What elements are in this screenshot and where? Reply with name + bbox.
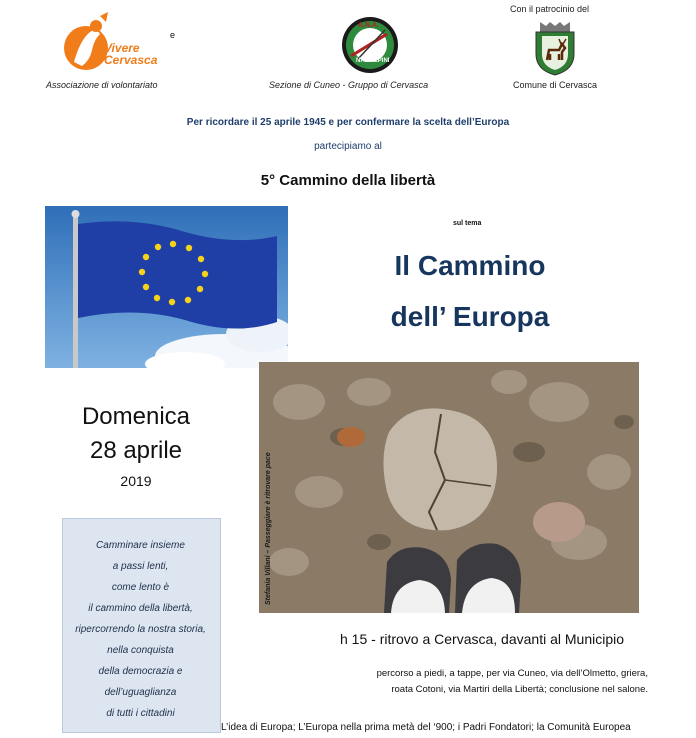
eu-flag-photo [45, 206, 288, 368]
poem-line-4: il cammino della libertà, [88, 603, 193, 614]
cervasca-coat-of-arms [532, 20, 578, 76]
coat-of-arms-icon [532, 20, 578, 76]
path-stones-image [259, 362, 639, 613]
route-line-1: percorso a piedi, a tappe, per via Cuneo, via dell’Olmetto, griera, [376, 668, 648, 679]
theme-label: sul tema [453, 220, 482, 227]
poem-line-9: di tutti i cittadini [106, 708, 175, 719]
route-line-2: roata Cotoni, via Martiri della Libertà; conclusione nel salone. [391, 684, 648, 695]
photo-credit: Stefania Villani – Passeggiare è ritrovare pace [265, 452, 272, 605]
poem-line-5: ripercorrendo la nostra storia, [75, 624, 206, 635]
vivere-logo-text: Vivere Cervasca [104, 41, 158, 67]
alpini-logo-text: A.N.A. [358, 22, 379, 29]
right-caption: Comune di Cervasca [513, 80, 598, 90]
poem-line-2: a passi lenti, [112, 561, 169, 572]
left-caption: Associazione di volontariato [46, 80, 158, 90]
patronage-label: Con il patrocinio del [510, 4, 590, 14]
meeting-info: h 15 - ritrovo a Cervasca, davanti al Municipio [340, 631, 625, 647]
event-title: 5° Cammino della libertà [260, 172, 436, 189]
theme-title-line-2: dell’ Europa [390, 301, 550, 332]
conjunction: e [170, 30, 176, 40]
eu-flag-image [45, 206, 288, 368]
poem-line-7: della democrazia e [98, 666, 183, 677]
stones-shoes-photo [259, 362, 639, 613]
poem-line-6: nella conquista [107, 645, 174, 656]
date-year: 2019 [120, 473, 152, 489]
date-day: 28 aprile [89, 437, 183, 464]
poem-line-1: Camminare insieme [96, 540, 185, 551]
poem-line-8: dell’uguaglianza [104, 687, 177, 698]
topics-line: L’idea di Europa; L’Europa nella prima metà del ‘900; i Padri Fondatori; la Comunità Europea [221, 722, 631, 733]
center-caption: Sezione di Cuneo - Gruppo di Cervasca [269, 80, 429, 90]
alpini-ring-text: NAZ ALPINI [356, 58, 390, 64]
intro-line-2: partecipiamo al [314, 141, 382, 152]
intro-line-1: Per ricordare il 25 aprile 1945 e per confermare la scelta dell’Europa [186, 117, 510, 128]
theme-title-line-1: Il Cammino [394, 250, 546, 281]
date-weekday: Domenica [81, 403, 191, 430]
poem-line-3: come lento è [111, 582, 170, 593]
